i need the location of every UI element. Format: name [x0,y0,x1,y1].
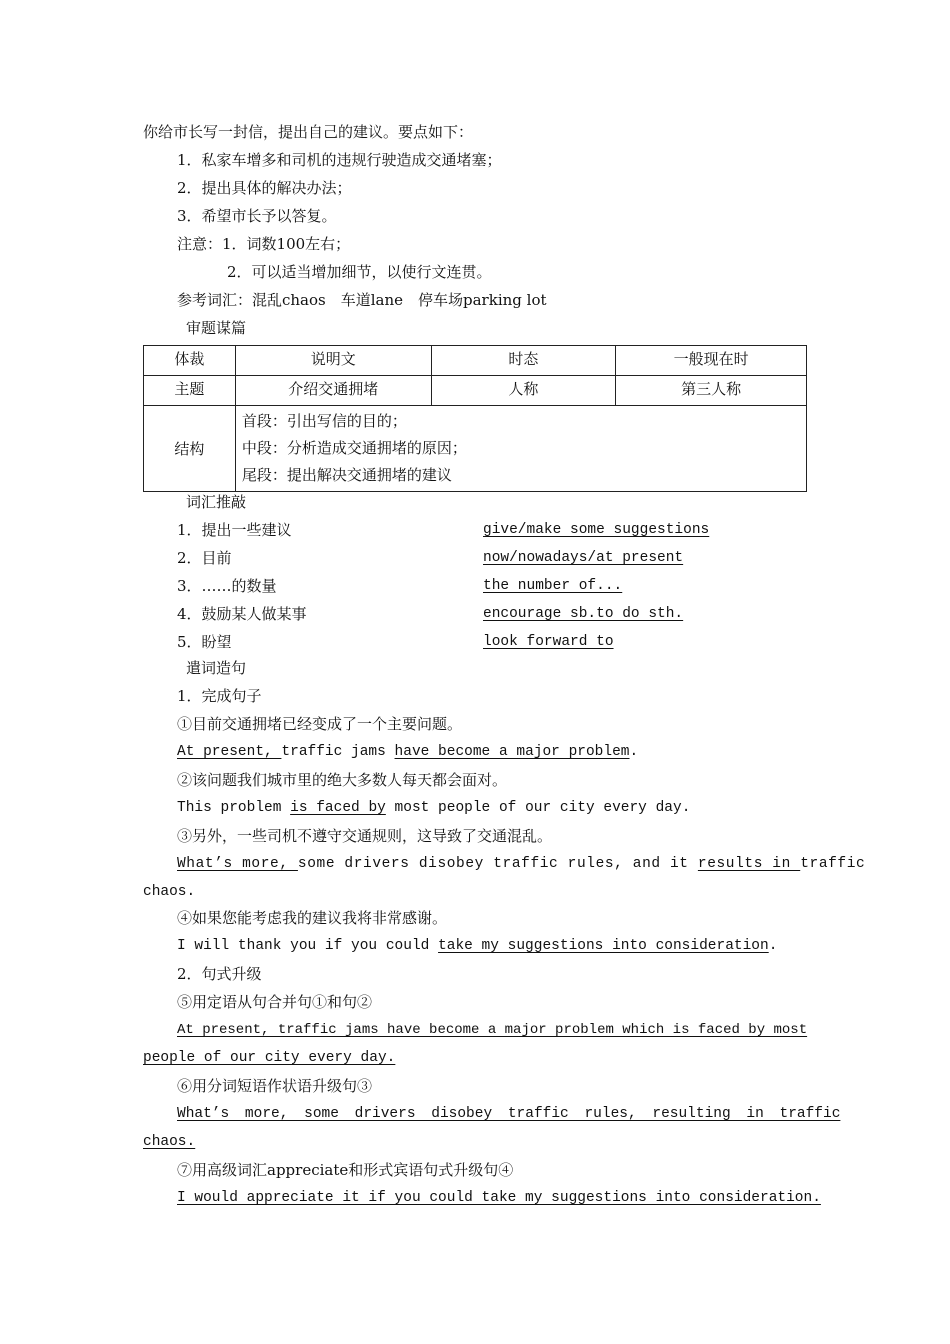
sentence-4-blank: take my suggestions into consideration [438,938,769,954]
sentence-4-text: I will thank you if you could [177,938,439,954]
person-value: 第三人称 [616,376,807,406]
vocab-cn-4: 4．鼓励某人做某事 [177,605,307,623]
point-3: 3．希望市长予以答复。 [177,207,337,225]
upgrade-5-en-line-2: people of our city every day. [143,1050,396,1066]
sentences-heading: 遣词造句 [186,659,247,677]
planning-table [143,345,807,492]
sentence-2-text-b: most people of our city every day. [385,800,691,816]
upgrade-7-cn: ⑦用高级词汇appreciate和形式宾语句式升级句④ [177,1161,514,1179]
upgrade-5-en-line-1: At present, traffic jams have become a major problem which is faced by most [177,1022,808,1038]
structure-line-2: 中段：分析造成交通拥堵的原因； [241,439,467,457]
vocab-cn-1: 1．提出一些建议 [177,521,292,539]
sentence-1-blank-b: have become a major problem [394,744,630,760]
sentence-2-text-a: This problem [177,800,291,816]
sentence-1-blank-a: At present, [177,744,282,760]
sentence-3-text-end: traffic [800,856,866,872]
sentence-4-cn: ④如果您能考虑我的建议我将非常感谢。 [177,909,448,927]
note-1: 注意：1．词数100左右； [177,235,351,253]
tense-value: 一般现在时 [616,346,807,376]
structure-line-1: 首段：引出写信的目的； [241,412,407,430]
sentence-2-blank: is faced by [290,800,386,816]
upgrade-5-cn: ⑤用定语从句合并句①和句② [177,993,373,1011]
vocab-en-5: look forward to [483,634,614,650]
vocab-cn-5: 5．盼望 [177,633,232,651]
theme-value: 介绍交通拥堵 [235,376,431,406]
task-description: 你给市长写一封信，提出自己的建议。要点如下： [143,123,474,141]
vocab-cn-3: 3．……的数量 [177,577,277,595]
vocab-cn-2: 2．目前 [177,549,232,567]
upgrade-6-en-line-1: What’s more, some drivers disobey traffic rules, resulting in traffic [177,1106,841,1122]
upgrade-7-en-line-1: I would appreciate it if you could take my suggestions into consideration. [177,1190,821,1206]
genre-label: 体裁 [144,346,236,376]
note-2: 2．可以适当增加细节，以使行文连贯。 [227,263,492,281]
point-1: 1．私家车增多和司机的违规行驶造成交通堵塞； [177,151,502,169]
point-2: 2．提出具体的解决办法； [177,179,352,197]
sentence-2-cn: ②该问题我们城市里的绝大多数人每天都会面对。 [177,771,508,789]
sentence-3-blank-a: What’s more, [177,856,298,872]
genre-value: 说明文 [235,346,431,376]
upgrade-6-cn: ⑥用分词短语作状语升级句③ [177,1077,373,1095]
sentence-3-blank-b: results in [697,856,801,872]
vocab-en-4: encourage sb.to do sth. [483,606,684,622]
upgrade-subheading: 2．句式升级 [177,965,262,983]
sentence-3-text: some drivers disobey traffic rules, and it [297,856,698,872]
sentence-4-en [177,936,777,956]
vocab-heading: 词汇推敲 [186,493,247,511]
tense-label: 时态 [431,346,616,376]
vocab-en-3: the number of... [483,578,623,594]
sentence-3-en [177,854,865,874]
vocab-reference: 参考词汇：混乱chaos 车道lane 停车场parking lot [177,291,547,309]
vocab-en-1: give/make some suggestions [483,522,710,538]
structure-cell [235,406,806,492]
sentence-1-text: traffic jams [281,744,395,760]
complete-sentences-subheading: 1．完成句子 [177,687,262,705]
planning-heading: 审题谋篇 [186,319,247,337]
upgrade-6-en-line-2: chaos. [143,1134,196,1150]
sentence-1-period: . [629,744,639,760]
sentence-3-en-cont: chaos. [143,884,196,900]
sentence-3-cn: ③另外，一些司机不遵守交通规则，这导致了交通混乱。 [177,827,553,845]
sentence-1-cn: ①目前交通拥堵已经变成了一个主要问题。 [177,715,463,733]
vocab-en-2: now/nowadays/at present [483,550,684,566]
person-label: 人称 [431,376,616,406]
sentence-1-en [177,742,638,762]
structure-label: 结构 [144,406,236,492]
theme-label: 主题 [144,376,236,406]
sentence-2-en [177,798,690,818]
structure-line-3: 尾段：提出解决交通拥堵的建议 [241,466,452,484]
sentence-4-period: . [768,938,778,954]
